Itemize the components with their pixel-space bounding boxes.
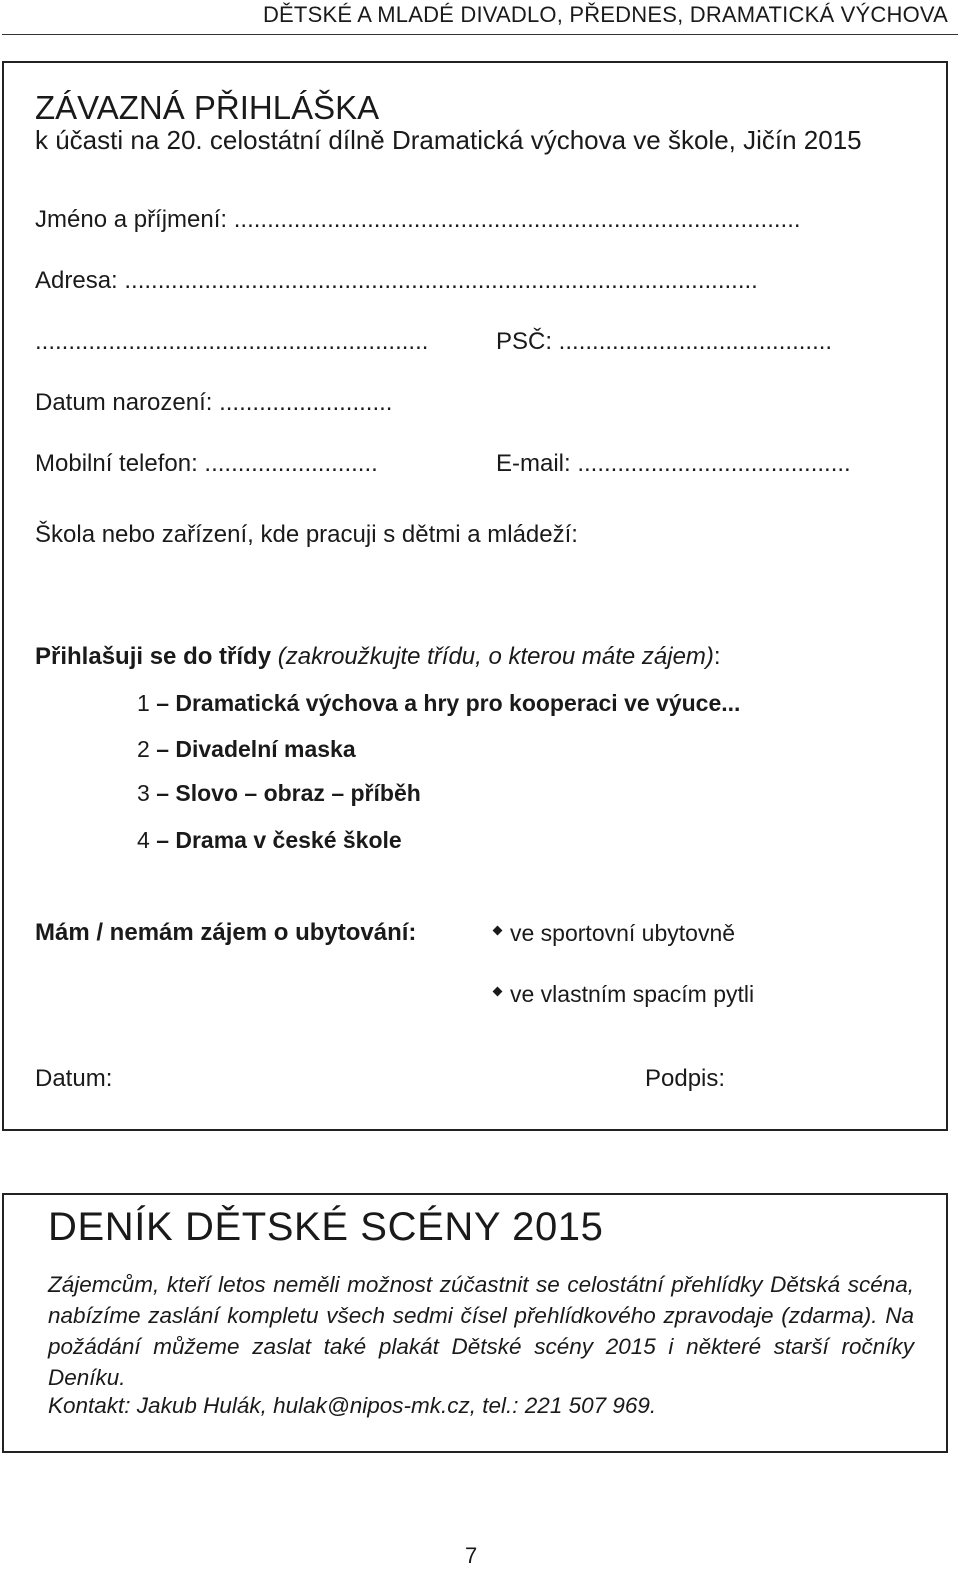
class-name: Divadelní maska	[175, 736, 356, 762]
class-option-1[interactable]	[137, 690, 740, 717]
dash-glyph: –	[331, 780, 345, 806]
form-subtitle: k účasti na 20. celostátní dílně Dramatická výchova ve škole, Jičín 2015	[35, 125, 862, 155]
class-option-4[interactable]	[137, 827, 402, 854]
accommodation-option-sleeping-bag[interactable]	[494, 981, 754, 1008]
accommodation-label: Mám / nemám zájem o ubytování:	[35, 919, 417, 946]
form-title: ZÁVAZNÁ PŘIHLÁŠKA	[35, 89, 380, 126]
class-name-part: příběh	[350, 780, 421, 806]
class-number: 2	[137, 736, 150, 762]
accommodation-option-label: ve sportovní ubytovně	[510, 920, 736, 946]
news-box	[2, 1193, 948, 1453]
diamond-bullet-icon	[493, 987, 503, 997]
class-option-3[interactable]	[137, 780, 421, 807]
psc-field[interactable]: PSČ: .........................................	[496, 328, 833, 355]
class-name: Slovo	[175, 780, 238, 806]
header-divider	[2, 34, 958, 35]
section-header: DĚTSKÉ A MLADÉ DIVADLO, PŘEDNES, DRAMATICKÁ VÝCHOVA	[262, 2, 948, 27]
news-contact: Kontakt: Jakub Hulák, hulak@nipos-mk.cz, tel.: 221 507 969.	[48, 1393, 657, 1418]
class-name-part: obraz	[263, 780, 325, 806]
email-field[interactable]: E-mail: .........................................	[496, 450, 851, 477]
class-choice-heading	[35, 643, 721, 671]
dash-glyph: –	[156, 690, 169, 716]
class-choice-label: Přihlašuji se do třídy	[35, 643, 272, 670]
class-number: 1	[137, 690, 150, 716]
accommodation-option-dormitory[interactable]	[494, 920, 735, 947]
class-choice-colon: :	[713, 643, 721, 670]
class-name: Dramatická výchova a hry pro kooperaci ve výuce...	[175, 690, 741, 716]
diamond-bullet-icon	[493, 926, 503, 936]
class-name: Drama v české škole	[175, 827, 402, 853]
class-number: 3	[137, 780, 150, 806]
class-option-2[interactable]	[137, 736, 356, 763]
dash-glyph: –	[244, 780, 258, 806]
news-body: Zájemcům, kteří letos neměli možnost zúčastnit se celostátní přehlídky Dětská scéna, nabízíme zaslání kompletu všech sedmi čísel přehlídkového zpravodaje (zdarma). Na požádání můžeme zaslat také plakát Dětské scény 2015 i některé starší ročníky Deníku.	[48, 1272, 914, 1390]
mobile-field[interactable]: Mobilní telefon: ..........................	[35, 450, 378, 477]
date-label[interactable]: Datum:	[35, 1065, 113, 1092]
name-field[interactable]: Jméno a příjmení: .....................................................................................	[35, 206, 801, 233]
registration-form	[2, 61, 948, 1131]
accommodation-option-label: ve vlastním spacím pytli	[510, 981, 755, 1007]
signature-label[interactable]: Podpis:	[645, 1065, 726, 1092]
dash-glyph: –	[156, 736, 169, 762]
dash-glyph: –	[156, 827, 169, 853]
class-number: 4	[137, 827, 150, 853]
dash-glyph: –	[156, 780, 169, 806]
news-title: DENÍK DĚTSKÉ SCÉNY 2015	[48, 1205, 604, 1249]
school-field[interactable]: Škola nebo zařízení, kde pracuji s dětmi a mládeží:	[35, 521, 578, 548]
address-field[interactable]: Adresa: ...............................................................................................	[35, 267, 758, 294]
birth-date-field[interactable]: Datum narození: ..........................	[35, 389, 393, 416]
page-number: 7	[465, 1543, 478, 1568]
class-choice-hint: (zakroužkujte třídu, o kterou máte zájem)	[277, 643, 714, 670]
address-continuation-field[interactable]: ...........................................................	[35, 328, 429, 355]
